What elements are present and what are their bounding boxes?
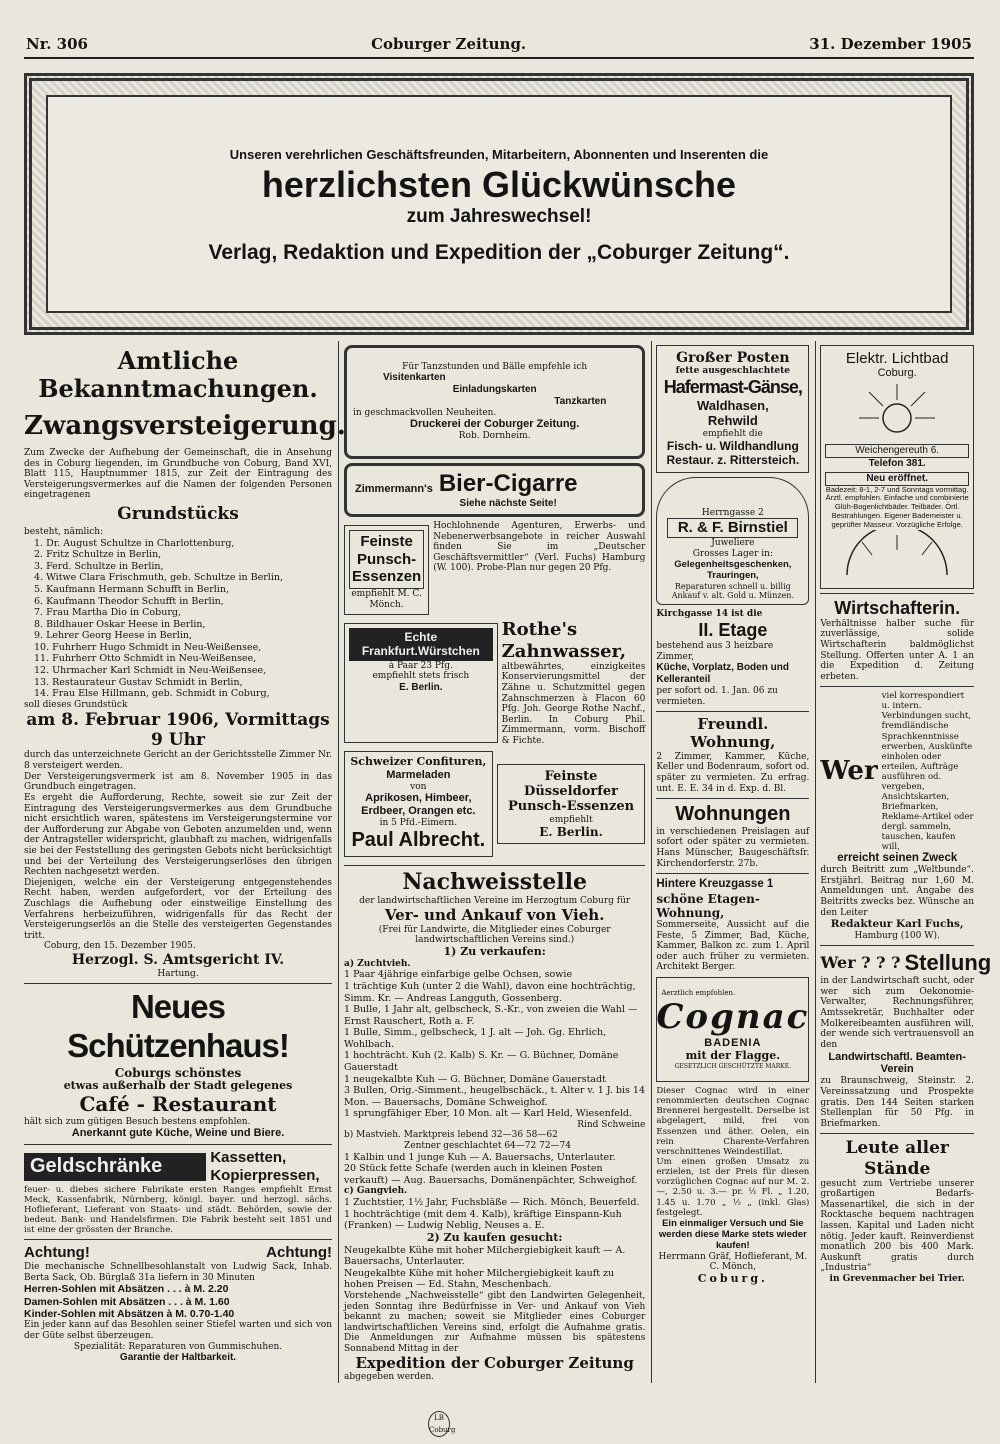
punsch-vendor: empfiehlt M. C. Mönch. — [351, 589, 422, 610]
nach-line-11: Vorstehende „Nachweisstelle“ gibt den Landwirten Gelegenheit, jeden Sonntag ihre Bedürfnisse in Ver- und Ankauf von Vieh bekannt zu machen; soweit sie Mitglieder eines Coburger landwirtschaftlichen Vereins sind, erfolgt die Aufnahme gratis. Die Anmeldungen zur Aufnahme müssen bis spätestens Sonnabend Mittag in der — [344, 1291, 646, 1355]
list-item: 2. Fritz Schultze in Berlin, — [34, 549, 162, 561]
auction-body-3: Es ergeht die Aufforderung, Rechte, soweit sie zur Zeit der Eintragung des Versteigerungsvermerkes aus dem Grundbuche nicht ersichtlich waren, spätestens im Versteigerungstermine vor der Aufforderung zur Abgabe von Geboten anzumelden und, wenn der Antragsteller widerspricht, glaubhaft zu machen, widrigenfalls sie bei der Feststellung des geringsten Gebots nicht berücksichtigt und bei der Verteilung des Versteigerungserlöses den übrigen Rechten nachgesetzt werden. — [24, 792, 332, 878]
tanz-line-5: in geschmackvollen Neuheiten. — [353, 407, 497, 418]
column-official — [24, 341, 346, 1383]
cog-mark: GESETZLICH GESCHÜTZTE MARKE. — [674, 1063, 791, 1071]
wuerstchen-price: à Paar 23 Pfg. — [388, 660, 453, 671]
new-year-banner — [24, 73, 974, 335]
tanz-line-1: Für Tanzstunden und Bälle empfehle ich — [402, 361, 588, 372]
stellung-verein: Landwirtschaftl. Beamten-Verein — [828, 1050, 966, 1076]
nach-line-7: b) Mastvieh. Marktpreis lebend 32—36 58—62 — [344, 1130, 558, 1141]
weltbund-intro: viel korrespondiert u. intern. Verbindungen sucht, fremdländische Sprachkenntnisse erwerben, Auskünfte einholen oder erteilen, Aufträge ausführen od. vergeben, Ansichtskarten, Briefmarken, Reklame-Artikel oder dergl. sammeln, tauschen, kaufen will, — [881, 691, 974, 852]
list-item: 1 neugekalbte Kuh — G. Büchner, Domäne Gauerstadt — [344, 1073, 606, 1085]
wuerstchen-vendor: E. Berlin. — [399, 681, 443, 693]
conf-line-2: Marmeladen — [386, 768, 451, 781]
gaense-ad — [656, 345, 809, 473]
nach-line-5: a) Zuchtvieh. — [344, 958, 411, 969]
achtung-body-4: Garantie der Haltbarkeit. — [119, 1352, 237, 1364]
conf-line-5: Erdbeer, Orangen etc. — [361, 805, 476, 818]
list-item: 1 trächtige Kuh (unter 2 die Wahl), davon eine hochträchtig, Simm. Kr. — Andreas Langguth, Gossenberg. — [344, 980, 636, 1004]
court-signature: Hartung. — [157, 968, 199, 979]
list-item: 13. Restaurateur Gustav Schmidt in Berlin, — [34, 676, 243, 688]
gp-line-8: Restaur. z. Rittersteich. — [666, 453, 800, 468]
el-address: Weichengereuth 6. — [825, 444, 969, 458]
weltbund-city: Hamburg (100 W). — [854, 930, 940, 941]
nach-line-4: 1) Zu verkaufen: — [443, 944, 546, 958]
auction-title: Zwangsversteigerung. — [24, 411, 346, 442]
auction-body-1: durch das unterzeichnete Gericht an der Gerichtsstelle Zimmer Nr. 8 versteigert werden. — [24, 750, 333, 772]
kreuzgasse-title: Hintere Kreuzgasse 1 — [656, 878, 774, 891]
banner-line-3: zum Jahreswechsel! — [406, 206, 592, 228]
kreuzgasse-subtitle: schöne Etagen-Wohnung, — [656, 891, 760, 920]
nach-line-13: abgegeben werden. — [344, 1372, 435, 1383]
column-ads-right — [651, 341, 809, 1383]
rothe-ad — [502, 619, 646, 746]
auction-place: Coburg, den 15. Dezember 1905. — [44, 941, 196, 952]
auction-besteht: besteht, nämlich: — [24, 527, 104, 538]
wuerstchen-ad — [344, 623, 498, 742]
el-title: Elektr. Lichtbad — [845, 349, 949, 367]
bir-name: R. & F. Birnstiel — [667, 518, 798, 538]
weltbund-body: durch Beitritt zum „Weltbunde“. Erstjährl. Beitrag nur 1,60 M. Anmeldungen unt. Angabe des Beitritts zwecks bez. Wünsche an den Leiter — [820, 865, 974, 918]
nach-line-12: Expedition der Coburger Zeitung — [355, 1353, 634, 1372]
conf-line-3: von — [410, 781, 427, 792]
column-ads-middle — [338, 341, 645, 1383]
schuetzenhaus-title: Neues Schützenhaus! — [67, 988, 289, 1065]
birnstiel-ad — [656, 477, 809, 606]
nach-line-2: Ver- und Ankauf von Vieh. — [384, 905, 605, 924]
list-item: 5. Kaufmann Hermann Schufft in Berlin, — [34, 584, 229, 595]
wirtschafterin-body: Verhältnisse halber suche für zuverlässige, solide Wirtschafterin baldmöglichst Stellung. Offerten unter A. 1 an die Expedition d. Zeitung erbeten. — [820, 618, 974, 682]
tanz-line-6: Druckerei der Coburger Zeitung. — [410, 418, 580, 431]
cog-brand: Cognac — [656, 997, 810, 1038]
list-item: 1 sprungfähiger Eber, 10 Mon. alt — Karl Held, Wiesenfeld. — [344, 1108, 633, 1120]
conf-line-6: in 5 Pfd.-Eimern. — [379, 818, 458, 829]
list-item: 9. Lehrer Georg Heese in Berlin, — [34, 630, 193, 642]
cog-line-1: Aerztlich empfohlen. — [661, 988, 736, 997]
nachweisstelle-title: Nachweisstelle — [402, 869, 588, 896]
list-item: Neugekalbte Kühe mit hoher Milchergiebigkeit kauft zu hohen Preisen — Ed. Stahn, Meschenbach. — [344, 1267, 615, 1291]
nach-line-10: 2) Zu kaufen gesucht: — [426, 1230, 563, 1244]
sunrise-illustration — [837, 530, 957, 580]
schuetzenhaus-line-1: Coburgs schönstes — [114, 1066, 242, 1081]
achtung-left: Achtung! — [24, 1244, 90, 1262]
list-item: 1 Paar 4jährige einfarbige gelbe Ochsen, sowie — [344, 969, 573, 981]
leute-city: in Grevenmacher bei Trier. — [829, 1274, 965, 1285]
tanz-line-7: Rob. Dornheim. — [458, 431, 531, 442]
achtung-body-1: Die mechanische Schnellbesohlanstalt von Ludwig Sack, Inhab. Berta Sack, Ob. Bürglaß 31a liefern in 30 Minuten — [24, 1262, 332, 1283]
geldschraenke-title: Geldschränke — [24, 1153, 206, 1181]
wirtschafterin-title: Wirtschafterin. — [834, 597, 961, 618]
achtung-price-3: Kinder-Sohlen mit Absätzen à M. 0.70-1.40 — [24, 1308, 235, 1321]
list-item: 6. Kaufmann Theodor Schufft in Berlin, — [34, 595, 224, 607]
geldschraenke-body: feuer- u. diebes sichere Fabrikate ersten Ranges empfiehlt Ernst Meck, Kassenfabrik, Nürnberg, königl. bayer. und herzogl. sächs. Hoflieferant, Lieferant von Staats- und städt. Behörden, sowie der bedeut. Bank- und Handelsfirmen. Die Fabrik besteht seit 1851 und ist eine der grössten der Branche. — [24, 1184, 332, 1236]
tanz-line-2: Visitenkarten — [383, 372, 446, 384]
leute-body: gesucht zum Vertriebe unserer großartigen Bedarfs-Massenartikel, die sich in der Rocktasche bequem nachtragen lassen. Kapital und Laden nicht nötig. Jeder kauft. Reinverdienst monatlich 200 bis 400 Mark. Auskunft gratis durch „Industria“ — [820, 1178, 974, 1274]
auction-date: am 8. Februar 1906, Vormittags 9 Uhr — [26, 710, 330, 751]
lichtbad-ad — [820, 345, 974, 589]
cognac-body-1: Dieser Cognac wird in einer renommierten deutschen Cognac Brennerei hergestellt. Derselbe ist abgelagert, mild, frei von Essenzen und äther. Oelen, ein rein Charente-Verfahren verschnittenes Weindestillat. — [656, 1086, 810, 1157]
zimmermann-ad — [344, 463, 645, 517]
library-stamp: LB Coburg — [428, 1411, 450, 1437]
list-item: 1 Bulle, Simm., gelbscheck, 1 J. alt — Joh. Gg. Ehrlich, Wohlbach. — [344, 1027, 607, 1050]
masthead — [24, 36, 974, 59]
list-item: Neugekalbte Kühe mit hoher Milchergiebigkeit kauft — A. Bauersachs, Unterlauter. — [344, 1244, 626, 1268]
zimmermann-product: Bier-Cigarre — [438, 469, 578, 497]
issue-number: Nr. 306 — [26, 35, 88, 53]
list-item: 1 Bulle, 1 Jahr alt, gelbscheck, S.-Kr., von zweien die Wahl — Ernst Rauschert, Roth a. F. — [344, 1004, 638, 1027]
list-item: 3 Bullen, Orig.-Simment., heugelbschäck., t. Alter v. 1 J. bis 14 Mon. — Bauersachs, Domäne Schweighof. — [344, 1085, 645, 1108]
bir-line-1: Herrngasse 2 — [701, 507, 764, 518]
cog-badenia: BADENIA — [704, 1037, 762, 1050]
schuetzenhaus-line-5: Anerkannt gute Küche, Weine und Biere. — [71, 1127, 285, 1140]
list-item: 14. Frau Else Hillmann, geb. Schmidt in Coburg, — [34, 688, 270, 700]
bir-line-7: Reparaturen schnell u. billig — [674, 581, 791, 591]
cog-flag: mit der Flagge. — [685, 1049, 781, 1063]
duesseldorfer-ad — [497, 764, 646, 845]
court-name: Herzogl. S. Amtsgericht IV. — [71, 952, 285, 969]
gp-line-7: Fisch- u. Wildhandlung — [666, 439, 799, 454]
bir-line-3: Juweliere — [711, 537, 755, 548]
wuerstchen-title: Echte Frankfurt.Würstchen — [349, 628, 493, 660]
list-item: 12. Uhrmacher Karl Schmidt in Neu-Weißensee, — [34, 665, 267, 677]
stellung-body-2: zu Braunschweig, Steinstr. 2. Vereinssatzung und Prospekte gratis. Den 144 Seiten starken Stellenplan für 50 Pfg. in Briefmarken. — [820, 1076, 974, 1129]
list-item: 20 Stück fette Schafe (werden auch in kleinen Posten verkauft) — Aug. Bauersachs, Domänenpächter, Schweighof. — [344, 1163, 638, 1186]
issue-date: 31. Dezember 1905 — [809, 35, 972, 53]
conf-vendor: Paul Albrecht. — [351, 828, 486, 851]
gp-line-1: Großer Posten — [676, 349, 790, 366]
achtung-body-3: Spezialität: Reparaturen von Gummischuhen. — [73, 1341, 283, 1352]
dus-line-2: Punsch-Essenzen — [507, 799, 635, 815]
etage-line-1: Kirchgasse 14 ist die — [656, 609, 763, 620]
wuerstchen-line-3: empfiehlt stets frisch — [372, 671, 470, 682]
stellung-title: Stellung — [904, 950, 992, 976]
zimmermann-name: Zimmermann's — [355, 483, 433, 496]
bir-line-5: Gelegenheitsgeschenken, — [674, 559, 792, 571]
wohnungen-body: in verschiedenen Preislagen auf sofort oder später zu vermieten. Hans Münscher, Baugeschäftsfr. Kirchendorferstr. 27b. — [656, 826, 810, 869]
achtung-price-2: Damen-Sohlen mit Absätzen . . . à M. 1.60 — [24, 1295, 230, 1308]
leute-title: Leute aller Stände — [845, 1138, 949, 1179]
stellung-wer: Wer ? ? ? — [820, 952, 901, 972]
list-item: 1 hochträchtige (mit dem 4. Kalb), kräftige Einspann-Kuh (Franken) — Ludwig Neblig, Neuses a. E. — [344, 1208, 622, 1232]
gp-line-4: Waldhasen, — [696, 398, 769, 414]
bir-line-6: Trauringen, — [706, 570, 759, 582]
auction-soll: soll dieses Grundstück — [24, 699, 128, 710]
wohnung-title: Freundl. Wohnung, — [690, 715, 776, 751]
nach-line-8: Zentner geschlachtet 64—72 72—74 — [404, 1141, 571, 1152]
geldschraenke-kassetten: Kassetten, — [210, 1149, 287, 1167]
cognac-vendor: Herrmann Gräf, Hoflieferant, M. C. Mönch, — [658, 1251, 808, 1273]
el-details: Badezeit: 8-1, 2-7 und Sonntags vormittag. Ärztl. empfohlen. Einfache und combinierte Glüh-Bogenlichtbäder. Teilbäder. Örtl. Bestrahlungen. Eigener Bademeister u. geprüfter Masseur. Vorzügliche Erfolge. — [825, 484, 969, 529]
cognac-logo — [656, 977, 809, 1082]
nach-line-1: der landwirtschaftlichen Vereine im Herzogtum Coburg für — [359, 896, 631, 907]
weltbund-title: Wer — [820, 756, 878, 787]
rothe-body: altbewährtes, einzigkeites Konservierungsmittel der Zähne u. Schutzmittel gegen Zahnschmerzen à Flacon 60 Pfg. Joh. George Rothe Nachf., Berlin. In Coburg Phil. Zimmermann, vorm. Bischoff & Fichte. — [501, 661, 646, 746]
banner-line-1: Unseren verehrlichen Geschäftsfreunden, Mitarbeitern, Abonnenten und Inserenten die — [229, 146, 769, 162]
conf-line-1: Schweizer Confituren, — [350, 754, 487, 768]
weltbund-headline: erreicht seinen Zweck — [837, 851, 958, 864]
cognac-body-2: Um einen großen Umsatz zu erzielen, ist der Preis für diesen vorzüglichen Cognac auf nur M. 2.—, 2.50 u. 3.— pr. ¹⁄₁ Fl. „ 1.20, 1.45 u. 1.70 „ ½ „ (inkl. Glas) festgelegt. — [656, 1157, 810, 1218]
el-city: Coburg. — [877, 367, 917, 380]
cognac-body-3: Ein einmaliger Versuch und Sie werden diese Marke stets wieder kaufen! — [658, 1217, 807, 1252]
bir-line-4: Grosses Lager in: — [692, 548, 773, 559]
list-item: 1 hochträcht. Kuh (2. Kalb) S. Kr. — G. Büchner, Domäne Gauerstadt — [344, 1050, 619, 1073]
achtung-body-2: Ein jeder kann auf das Besohlen seiner Stiefel warten und sich von der Güte selbst überzeugen. — [24, 1320, 332, 1342]
banner-line-4: Verlag, Redaktion und Expedition der „Coburger Zeitung“. — [208, 240, 790, 264]
kreuzgasse-body: Sommerseite, Aussicht auf die Feste, 5 Zimmer, Bad, Küche, Kammer, Balkon zc. zum 1. April oder auch früher zu vermieten. Architekt Berger. — [656, 920, 810, 973]
list-item: 3. Ferd. Schultze in Berlin, — [34, 560, 164, 572]
list-item: 4. Witwe Clara Frischmuth, geb. Schultze in Berlin, — [34, 572, 284, 584]
stellung-body: in der Landwirtschaft sucht, oder wer sich zum Oekonomie-Verwalter, Rechnungsführer, Amtssekretär, Buchhalter oder Molkereibeamten ausführen will, der wende sich vertrauensvoll an den — [820, 976, 974, 1050]
list-item: 1 Zuchtstier, 1½ Jahr, Fuchsbläße — Rich. Mönch, Beuerfeld. — [344, 1197, 640, 1209]
list-item: 11. Fuhrherr Otto Schmidt in Neu-Weißensee, — [34, 653, 257, 665]
schuetzenhaus-cafe: Café - Restaurant — [79, 1092, 277, 1117]
banner-headline: herzlichsten Glückwünsche — [261, 164, 737, 206]
el-new: Neu eröffnet. — [825, 472, 969, 486]
sunburst-illustration — [847, 380, 947, 440]
list-item: 10. Fuhrherr Hugo Schmidt in Neu-Weißensee, — [34, 641, 262, 653]
owner-list — [24, 538, 332, 700]
gp-line-5: Rehwild — [707, 413, 758, 429]
wohnung-body: 2 Zimmer, Kammer, Küche, Keller und Bodenraum, sofort od. später zu vermieten. Zu erfrag. unt. E. E. 34 in d. Exp. d. Bl. — [656, 751, 810, 794]
dus-vendor: E. Berlin. — [539, 825, 603, 840]
list-item: 8. Bildhauer Oskar Heese in Berlin, — [34, 618, 206, 630]
auction-intro: Zum Zwecke der Aufhebung der Gemeinschaft, die in Ansehung des in Coburg liegenden, im Grundbuche von Coburg, Band XVI, Blatt 115, Hauptnummer 1815, zur Zeit der Eintragung des Versteigerungsvermerkes auf die Namen der folgenden Personen eingetragenen — [24, 447, 332, 501]
etage-title: II. Etage — [698, 620, 768, 641]
nach-line-9: c) Gangvieh. — [344, 1186, 408, 1197]
bir-line-8: Ankauf v. alt. Gold u. Münzen. — [671, 590, 794, 600]
gp-line-6: empfiehlt die — [702, 428, 763, 439]
nach-line-6: Rind Schweine — [577, 1119, 646, 1130]
etage-line-3: bestehend aus 3 heizbare Zimmer, — [656, 641, 774, 662]
punsch-ad — [344, 525, 429, 615]
achtung-right: Achtung! — [266, 1244, 332, 1262]
achtung-price-1: Herren-Sohlen mit Absätzen . . . à M. 2.20 — [24, 1283, 229, 1296]
nach-line-3: (Frei für Landwirte, die Mitglieder eines Coburger landwirtschaftlichen Vereins sind.) — [378, 924, 611, 946]
schuetzenhaus-line-2: etwas außerhalb der Stadt gelegenes — [63, 1079, 293, 1093]
punsch-title: Feinste Punsch-Essenzen — [349, 530, 424, 589]
conf-line-4: Aprikosen, Himbeer, — [365, 792, 472, 805]
rothe-title: Rothe's Zahnwasser, — [501, 619, 626, 662]
section-title: Amtliche Bekanntmachungen. — [38, 345, 318, 403]
schuetzenhaus-line-4: hält sich zum gütigen Besuch bestens empfohlen. — [24, 1116, 251, 1127]
el-phone: Telefon 381. — [868, 457, 926, 469]
etage-line-5: per sofort od. 1. Jan. 06 zu vermieten. — [656, 686, 778, 707]
gp-line-3: Hafermast-Gänse, — [663, 376, 802, 397]
tanz-line-3: Einladungskarten — [452, 384, 537, 396]
wohnungen-title: Wohnungen — [675, 803, 791, 826]
list-item: 7. Frau Martha Dio in Coburg, — [34, 607, 181, 619]
auction-body-4: Diejenigen, welche ein der Versteigerung entgegenstehendes Recht haben, werden aufgefordert, vor der Erteilung des Zuschlags die Aufhebung oder einstweilige Einstellung des Verfahrens herbeizuführen, widrigenfalls für das Recht der Versteigerungserlös an die Stelle des versteigerten Gegenstandes tritt. — [24, 877, 332, 941]
weltbund-editor: Redakteur Karl Fuchs, — [830, 918, 964, 931]
geldschraenke-kopierpressen: Kopierpressen, — [210, 1167, 320, 1185]
etage-line-4: Küche, Vorplatz, Boden und Kelleranteil — [656, 662, 789, 686]
auction-heading: Grundstücks — [117, 504, 239, 525]
auction-body-2: Der Versteigerungsvermerk ist am 8. November 1905 in das Grundbuch eingetragen. — [24, 771, 332, 793]
dus-line-1: Feinste Düsseldorfer — [524, 768, 618, 799]
tanzkarten-ad — [344, 345, 645, 459]
zimmermann-note: Siehe nächste Seite! — [459, 498, 557, 510]
confituren-ad — [344, 751, 493, 858]
list-item: 1 Kalbin und 1 junge Kuh — A. Bauersachs, Unterlauter. — [344, 1151, 616, 1163]
dus-line-3: empfiehlt — [549, 814, 593, 825]
agenturen-ad: Hochlohnende Agenturen, Erwerbs- und Nebenerwerbsangebote in reicher Auswahl finden Sie im „Deutscher Geschäftsvermittler“ (Verl. Fuchs) Hamburg (W. 100). Probe-Plan nur gegen 20 Pfg. — [433, 520, 646, 574]
column-ads-far-right — [815, 341, 992, 1383]
tanz-line-4: Tanzkarten — [554, 395, 607, 407]
paper-name: Coburger Zeitung. — [371, 35, 527, 53]
list-item: 1. Dr. August Schultze in Charlottenburg, — [34, 537, 235, 549]
gp-line-2: fette ausgeschlachtete — [675, 366, 791, 377]
cognac-city: Coburg. — [697, 1271, 768, 1285]
